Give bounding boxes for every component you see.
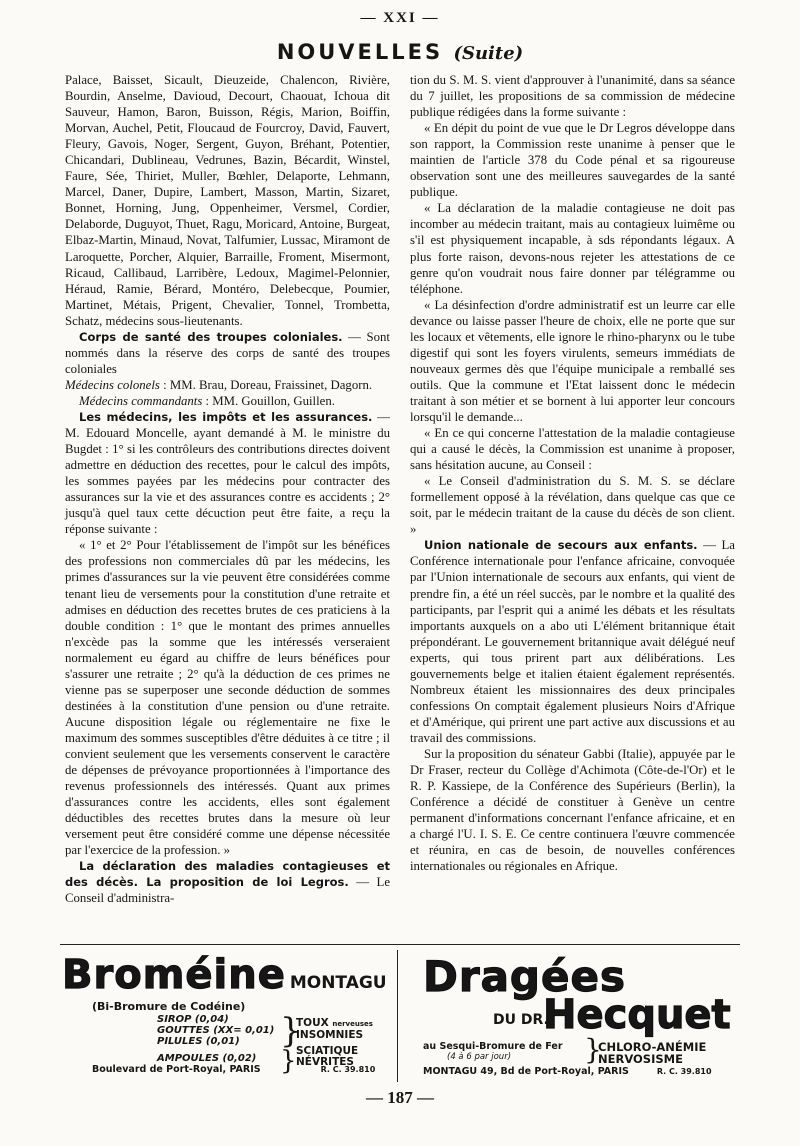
paragraph-disinfection: « La désinfection d'ordre administratif est un leurre car elle devance ou laisse passer l'heure de choix, elle ne porte que sur les locaux et vêtements, elle ignore le rhino-pharynx ou le tube digestif qui sont les foyers virulents, semeurs immédiats de nouveaux germes dès que l'équipe municipale a remballé ses outils. Que la commune et l'Etat laissent donc le médecin traitant à son métier et se bornent à lui apporter leur concours lorsqu'il le demande... [410, 297, 735, 424]
dragees-indications [598, 1041, 706, 1065]
heading-legros-proposal: La déclaration des maladies contagieuses et des décès. La proposition de loi Legros. [65, 859, 390, 890]
title-suffix: (Suite) [453, 43, 524, 64]
paragraph-taxes-insurance [65, 409, 390, 537]
form-pilules: PILULES (0,01) [157, 1036, 240, 1047]
heading-colonial-corps: Corps de santé des troupes coloniales. [79, 329, 343, 344]
dragees-du-dr: DU DR. [493, 1012, 549, 1028]
paragraph-colonial-corps [65, 329, 390, 377]
bromeine-indications [296, 1018, 373, 1068]
dragees-composition: au Sesqui-Bromure de Fer [423, 1041, 563, 1052]
names-colonels: : MM. Brau, Doreau, Fraissinet, Dagorn. [159, 377, 373, 392]
paragraph-sms-approval: tion du S. M. S. vient d'approuver à l'unanimité, dans sa séance du 7 juillet, les propositions de sa commission de médecine publique rédigées dans la forme suivante : [410, 73, 735, 120]
left-column [65, 72, 390, 906]
ad-divider-vertical [397, 950, 398, 1082]
ad-dragees-hecquet [405, 952, 740, 1080]
names-commandants: : MM. Gouillon, Guillen. [202, 393, 335, 408]
bromeine-subtitle: (Bi-Bromure de Codéine) [92, 1000, 246, 1013]
indication-nevrites: NÉVRITES [296, 1056, 354, 1068]
section-title [0, 40, 800, 64]
bromeine-address: Boulevard de Port-Royal, PARIS R. C. 39.810 [92, 1064, 376, 1075]
paragraph-child-relief [410, 537, 735, 746]
form-sirop: SIROP (0,04) [157, 1014, 229, 1025]
roman-page-number: — XXI — [360, 10, 440, 26]
title-main: NOUVELLES [276, 40, 444, 64]
indication-sciatique: SCIATIQUE [296, 1045, 359, 1057]
form-ampoules: AMPOULES (0,02) [157, 1053, 257, 1064]
right-column [410, 72, 735, 874]
brace-icon: } [280, 1011, 302, 1051]
brace-icon: } [584, 1033, 602, 1066]
bromeine-logo: Broméine [62, 952, 286, 998]
paragraph-declaration: « La déclaration de la maladie contagieuse ne doit pas incomber au médecin traitant, mais au contagieux luimême ou s'il est physiquement incapable, à sds répondants légaux. A plus forte raison, devons-nous rejeter les attestations de ce genre qu'on voudrait nous faire donner par télégramme ou téléphone. [410, 201, 735, 296]
heading-taxes-insurance: Les médecins, les impôts et les assurances. [79, 409, 373, 424]
indication-nervosisme: NERVOSISME [598, 1052, 683, 1066]
ad-divider-horizontal [60, 944, 740, 945]
indication-insomnies: INSOMNIES [296, 1029, 364, 1041]
paragraph-text: — La Conférence internationale pour l'enfance africaine, convoquée par l'Union internationale de secours aux enfants, qui vient de prendre fin, a été un réel succès, par le nombre et la qualité des participants, par l'esprit qui a animé les débats et les résultats importants auxquels on a abo uti L'élément britannique était prépondérant. Le gouvernement britannique avait délégué neuf experts, qui tous prirent part aux délibérations. Les gouvernements belge et italien étaient également représentés. Nombreux étaient les missionnaires des deux principales confessions On comptait également plusieurs Noirs d'Afrique et d'Amérique, qui prirent une part active aux discussions et au travail des commissions. [410, 538, 735, 745]
paragraph-ministry-reply: « 1° et 2° Pour l'établissement de l'impôt sur les bénéfices des professions non commerciales dû par les médecins, les primes d'assurances sur la vie peuvent être considérées comme tenant lieu de versements pour la constitution d'une retraite et admises en déduction des recettes brutes de ces praticiens à la double condition : 1° que le montant des primes annuelles n'excède pas la somme que les intéressés verseraient normalement eu égard au chiffre de leurs bénéfices pour s'assurer une retraite ; 2° qu'à la déduction de ces primes ne vienne pas se superposer une seconde déduction de sommes destinées à la constitution d'une pension ou d'une retraite. Aucune disposition légale ou réglementaire ne fixe le maximum des sommes susceptibles d'être déduites à ce titre ; il convient seulement que les versements conservent le caractère de dépenses de prévoyance proportionnées à l'importance des revenus professionnels des intéressés. Quant aux primes d'assurances contre les accidents, elles sont également déductibles des recettes brutes dans la mesure où leur versement peut être considéré comme une dépense nécessitée par l'exercice de la profession. » [65, 538, 390, 858]
hecquet-logo: Hecquet [543, 992, 731, 1038]
paragraph-geneva-centre: Sur la proposition du sénateur Gabbi (Italie), appuyée par le Dr Fraser, recteur du Collège d'Achimota (Côte-de-l'Or) et le R. P. Kassiepe, de la Conférence des Supérieurs (Berlin), la Conférence a décidé de constituer à Genève un centre permanent d'informations concernant l'enfance africaine, et en a chargé l'U. I. S. E. Ce centre continuera l'œuvre commencée et réunira, en cas de besoin, de nouvelles conférences internationales ou régionales en Afrique. [410, 746, 735, 874]
indication-toux: TOUX nerveuses [296, 1017, 373, 1029]
paragraph-text: — Le Conseil d'administra- [65, 875, 391, 906]
paragraph-death-attestation: « En ce qui concerne l'attestation de la maladie contagieuse qui a causé le décès, la Commission est unanime à proposer, sans hésitation aucune, au Conseil : [410, 426, 735, 473]
paragraph-colonels [65, 377, 390, 393]
bromeine-maker: MONTAGU [289, 973, 387, 993]
label-commandants: Médecins commandants [79, 393, 203, 408]
bromeine-brand-line [62, 952, 392, 998]
label-colonels: Médecins colonels [65, 377, 160, 392]
heading-child-relief: Union nationale de secours aux enfants. [424, 538, 698, 553]
paragraph-legros-proposal [65, 858, 390, 906]
paragraph-council-opposed: « Le Conseil d'administration du S. M. S. se déclare formellement opposé à la révélation, dans quelque cas que ce soit, par le médecin traitant de la cause du décès de son client. » [410, 474, 735, 537]
ad-bromeine [62, 952, 392, 1080]
indication-chloro-anemie: CHLORO-ANÉMIE [598, 1040, 707, 1054]
dragees-logo: Dragées [423, 952, 626, 1001]
list-of-names: Palace, Baisset, Sicault, Dieuzeide, Chalencon, Rivière, Bourdin, Anselme, Davioud, Decourt, Chaouat, Ichoua dit Sauveur, Hamon, Baron, Buisson, Régis, Marion, Boiffin, Morvan, Auchel, Petit, Floucaud de Fourcroy, David, Fauvert, Fleury, Gavois, Noger, Sergent, Guyon, Bréhant, Potentier, Chicandari, Dublineau, Vedrunes, Bazin, Bécardit, Winstel, Faure, Sée, Thiriet, Muller, Bœhler, Delaporte, Lehmann, Marcel, Daner, Dupire, Lambert, Masson, Martin, Sizaret, Bonnet, Horning, Jung, Oppenheimer, Versmel, Cordier, Delaborde, Duguyot, Thuet, Ragu, Moricard, Antoine, Burgeat, Elbaz-Martin, Minaud, Novat, Talfumier, Lussac, Miramont de Laroquette, Porcher, Alquier, Barraille, Froment, Misermont, Ricaud, Callibaud, Larribère, Ledoux, Magimel-Pelonnier, Héraud, Ramie, Bérard, Montéro, Delebecque, Poumier, Martinet, Métais, Prigent, Chevalier, Tonnel, Trombetta, Schatz, médecins sous-lieutenants. [65, 73, 390, 328]
form-gouttes: GOUTTES (XX= 0,01) [157, 1025, 275, 1036]
dragees-address: MONTAGU 49, Bd de Port-Royal, PARIS R. C. 39.810 [423, 1066, 712, 1077]
paragraph-article-378: « En dépit du point de vue que le Dr Legros développe dans son rapport, la Commission reste unanime à penser que le maintien de l'article 378 du Code pénal et sa rigoureuse observation sont une des meilleures sauvegardes de la santé publique. [410, 121, 735, 200]
paragraph-commandants [65, 393, 390, 409]
dragees-dosage: (4 à 6 par jour) [447, 1052, 512, 1062]
bromeine-forms [157, 1014, 274, 1064]
page-number: — 187 — [366, 1088, 434, 1107]
paragraph-text: — Sont nommés dans la réserve des corps de santé des troupes coloniales [65, 329, 390, 376]
paragraph-text: — M. Edouard Moncelle, ayant demandé à M. le ministre du Bugdet : 1° si les contrôleurs des contributions directes doivent admettre en déduction des recettes, pour le calcul des impôts, les sommes payées par les médecins pour contracter des assurances sur la vie et des assurances contre es accidents ; 2° jusqu'à quel taux cette décuction peut être faite, a reçu la réponse suivante : [65, 409, 390, 537]
brace-icon: } [280, 1046, 297, 1076]
